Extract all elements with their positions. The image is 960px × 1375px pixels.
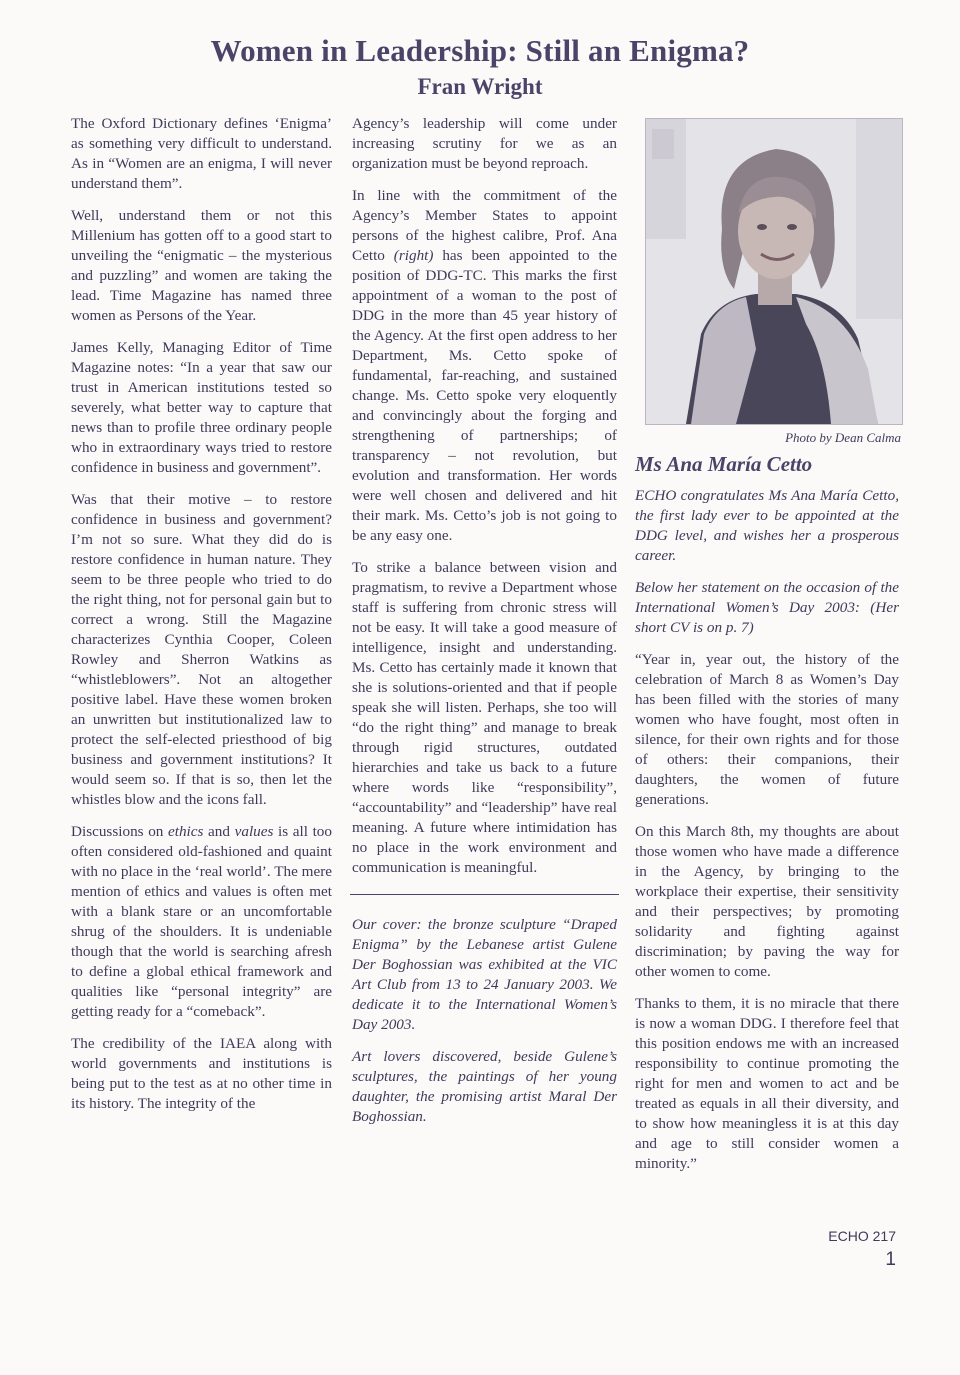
paragraph: The credibility of the IAEA along with world governments and institutions is being put to the test as at no other time in its history. The integrity of the [71, 1035, 332, 1112]
statement-intro: Below her statement on the occasion of the International Women’s Day 2003: (Her short CV is on p. 7) [635, 579, 899, 636]
text-run: has been appointed to the position of DDG-TC. This marks the first appointment of a woman to the post of DDG in the more than 45 year history of the Agency. At the first open address to her Department, Ms. Cetto spoke of fundamental, far-reaching, and sustained change. Ms. Cetto spoke very eloquently and convincingly about the forging and strengthening of partnerships; of transparency – not revolution, but evolution and transformation. Her words were well chosen and delivered and hit their mark. Ms. Cetto’s job is not going to be any easy one. [352, 247, 618, 544]
publication-label: ECHO 217 [828, 1228, 896, 1244]
cover-caption-text: Our cover: the bronze sculpture “Draped Enigma” by the Lebanese artist Gulene Der Boghossian was exhibited at the VIC Art Club from 13 to 24 January 2003. We dedicate it to the International Women’s Day 2003. [352, 916, 617, 1033]
italic-right: (right) [393, 247, 434, 264]
column-1 [71, 114, 332, 1126]
article-author: Fran Wright [417, 74, 543, 99]
text-run: is all too often considered old-fashioned and quaint with no place in the ‘real world’. The mere mention of ethics and values is often met with a blank stare or an uncomfortable shrug of the shoulders. It is undeniable though that the world is searching afresh to define a global ethical framework and qualities like “personal integrity” are getting ready for a “comeback”. [71, 823, 332, 1020]
italic-values: values [234, 823, 274, 840]
paragraph: Agency’s leadership will come under increasing scrutiny for we as an organization must be beyond reproach. [352, 115, 617, 172]
portrait-illustration [646, 119, 902, 424]
statement-paragraph: On this March 8th, my thoughts are about those women who have made a difference in the Agency, by bringing to the workplace their expertise, their sensitivity and their perspectives; by promoting solidarity and fighting against discrimination; by paving the way for other women to come. [635, 823, 899, 980]
cover-caption-text: Art lovers discovered, beside Gulene’s sculptures, the paintings of her young daughter, the promising artist Maral Der Boghossian. [352, 1048, 617, 1125]
text-run: In line with the commitment of the Agency’s Member States to appoint persons of the highest calibre, Prof. Ana Cetto [352, 187, 617, 264]
cover-caption [352, 915, 617, 1127]
paragraph: Well, understand them or not this Millenium has gotten off to a good start to unveiling the “enigmatic – the mysterious and puzzling” and women are taking the lead. Time Magazine has named three women as Persons of the Year. [71, 207, 332, 324]
article-title: Women in Leadership: Still an Enigma? [210, 33, 750, 68]
paragraph: The Oxford Dictionary defines ‘Enigma’ as something very difficult to understand. As in “Women are an enigma, I will never understand them”. [71, 115, 332, 192]
statement-paragraph: “Year in, year out, the history of the celebration of March 8 as Women’s Day has been filled with the stories of many women who have fought, most often in silence, for their own rights and for those of others: their companions, their daughters, the women of future generations. [635, 651, 899, 808]
paragraph: Was that their motive – to restore confidence in business and government? I’m not so sure. What they did do is restore confidence in human nature. They seem to be three people who tried to do the right thing, not for personal gain but to correct a wrong. Still the Magazine characterizes Cynthia Cooper, Coleen Rowley and Sherron Watkins as “whistleblowers”. Not an altogether positive label. Have these women broken an unwritten but institutionalized law to protect the self-elected priesthood of big business and government institutions? It would seem so. If that is so, then let the whistles blow and the icons fall. [71, 491, 332, 808]
congratulations-text: ECHO congratulates Ms Ana María Cetto, the first lady ever to be appointed at the DDG level, and wishes her a prosperous career. [635, 487, 899, 564]
paragraph [71, 822, 332, 1022]
column-3 [635, 118, 899, 1186]
person-name-heading: Ms Ana María Cetto [635, 452, 813, 476]
page-number: 1 [885, 1249, 896, 1270]
text-run: and [203, 823, 235, 840]
statement-paragraph: Thanks to them, it is no miracle that there is now a woman DDG. I therefore feel that this position endows me with an increased responsibility to continue promoting the right for men and women to act and be treated as equals in all their diversity, and to show how meaningless it is at this day and age to still consider women a minority.” [635, 995, 899, 1172]
photo-credit: Photo by Dean Calma [785, 430, 901, 445]
divider [350, 894, 619, 895]
italic-ethics: ethics [168, 823, 204, 840]
portrait-photo [645, 118, 903, 425]
column-2 [352, 114, 617, 1139]
paragraph [352, 186, 617, 546]
paragraph: James Kelly, Managing Editor of Time Magazine notes: “In a year that saw our trust in American institutions tested so severely, what better way to capture that news than to profile three ordinary people who in extraordinary ways tried to restore confidence in business and government”. [71, 339, 332, 476]
paragraph: To strike a balance between vision and pragmatism, to revive a Department whose staff is suffering from chronic stress will not be easy. It will take a good measure of intelligence, insight and understanding. Ms. Cetto has certainly made it known that she is solutions-oriented and that if people speak she will listen. Perhaps, she too will “do the right thing” and manage to break through rigid structures, outdated hierarchies and take us back to a future where words like “responsibility”, “accountability” and “leadership” have real meaning. A future where intimidation has no place in the work environment and communication is meaningful. [352, 559, 617, 876]
text-run: Discussions on [71, 823, 168, 840]
